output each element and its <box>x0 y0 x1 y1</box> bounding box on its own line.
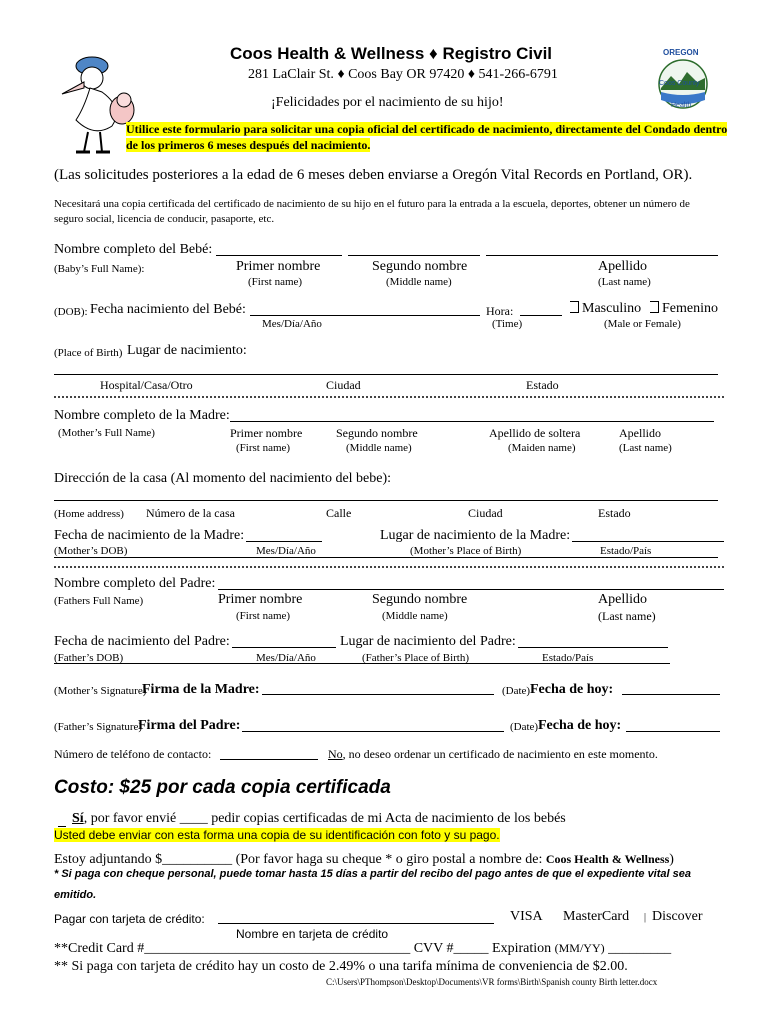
dob-hint: Mes/Día/Año <box>262 318 322 330</box>
mother-name-en: (Mother’s Full Name) <box>58 427 155 439</box>
attach-line: Estoy adjuntando $__________ (Por favor haga su cheque * o giro postal a nombre de: Coos Health & Wellness) <box>54 852 674 867</box>
father-dob-en: (Father’s DOB) <box>54 652 124 664</box>
diamond-icon: ♦ <box>429 44 438 63</box>
home-address-en: (Home address) <box>54 508 124 520</box>
mother-signature-field[interactable] <box>262 694 494 695</box>
date-label: Fecha de hoy: <box>530 682 614 697</box>
street: 281 LaClair St. <box>248 67 334 82</box>
sex-en: (Male or Female) <box>604 318 681 330</box>
file-path: C:\Users\PThompson\Desktop\Documents\VR forms\Birth\Spanish county Birth letter.docx <box>326 977 658 987</box>
credit-card-text: **Credit Card #______________________________________ CVV #_____ Expiration <box>54 941 552 956</box>
logo-mid-text: Coos County <box>659 80 700 87</box>
mother-dob-label: Fecha de nacimiento de la Madre: <box>54 528 245 543</box>
mother-first-label: Primer nombre <box>230 426 303 440</box>
si-checkbox-line[interactable] <box>58 826 66 827</box>
fee-note: ** Si paga con tarjeta de crédito hay un costo de 2.49% o una tarifa mínima de conveniencia de $2.00. <box>54 959 628 974</box>
baby-last-label: Apellido <box>598 259 647 274</box>
diamond-icon: ♦ <box>337 67 345 82</box>
female-label: Femenino <box>662 301 718 316</box>
mother-signature-en: (Mother’s Signature) <box>54 685 147 697</box>
mother-pob-en: (Mother’s Place of Birth) <box>410 545 522 557</box>
baby-last-en: (Last name) <box>598 276 651 288</box>
section-divider-2 <box>54 566 724 568</box>
notice-line-2 <box>126 138 370 153</box>
county-logo <box>651 50 715 114</box>
father-date-field[interactable] <box>626 731 720 732</box>
estado-hint: Estado <box>526 378 559 392</box>
father-pob-hint: Estado/País <box>542 652 594 664</box>
baby-first-name-field[interactable] <box>216 255 342 256</box>
logo-top-text: OREGON <box>663 48 699 57</box>
credit-card-line[interactable] <box>54 941 671 957</box>
pob-en: (Place of Birth) <box>54 347 123 359</box>
father-last-label: Apellido <box>598 592 647 607</box>
father-signature-label: Firma del Padre: <box>138 718 241 733</box>
attach-text: Estoy adjuntando $__________ (Por favor haga su cheque * o giro postal a nombre de: <box>54 852 543 867</box>
notice-text-2: de los primeros 6 meses después del nacimiento. <box>126 138 371 152</box>
female-option[interactable] <box>650 301 718 317</box>
mother-dob-en: (Mother’s DOB) <box>54 545 128 557</box>
title-right: Registro Civil <box>442 44 553 63</box>
baby-name-label: Nombre completo del Bebé: <box>54 242 213 257</box>
si-order-option[interactable] <box>72 811 566 827</box>
payee: Coos Health & Wellness <box>545 852 670 866</box>
diamond-icon: ♦ <box>467 67 476 82</box>
no-option-label: No <box>328 747 343 761</box>
father-middle-en: (Middle name) <box>382 610 448 622</box>
home-address-label: Dirección de la casa (Al momento del nacimiento del bebe): <box>54 471 392 486</box>
father-pob-label: Lugar de nacimiento del Padre: <box>340 634 516 649</box>
male-option[interactable] <box>570 301 641 317</box>
father-dob-field[interactable] <box>232 647 336 648</box>
mmyy-hint: (MM/YY) <box>554 941 605 955</box>
si-label: Sí <box>72 811 84 826</box>
male-checkbox[interactable] <box>570 301 579 313</box>
contact-phone-label: Número de teléfono de contacto: <box>54 747 212 761</box>
hospital-hint: Hospital/Casa/Otro <box>100 378 193 392</box>
mother-name-label: Nombre completo de la Madre: <box>54 408 230 423</box>
male-label: Masculino <box>582 301 642 316</box>
check-note-1: * Si paga con cheque personal, puede tomar hasta 15 días a partir del recibo del pago antes de que el expediente vital sea <box>54 868 691 880</box>
notice-text-1: Utilice este formulario para solicitar una copia oficial del certificado de nacimiento, directamente del Condado dentro <box>126 122 728 136</box>
address-line <box>248 67 558 83</box>
mother-middle-label: Segundo nombre <box>336 426 418 440</box>
calle-hint: Calle <box>326 506 352 520</box>
mother-dob-field[interactable] <box>246 541 322 542</box>
baby-middle-label: Segundo nombre <box>372 259 468 274</box>
father-name-en: (Fathers Full Name) <box>54 595 144 607</box>
mother-pob-label: Lugar de nacimiento de la Madre: <box>380 528 571 543</box>
city: Coos Bay OR 97420 <box>348 67 465 82</box>
logo-bottom-text: Health <box>671 102 692 109</box>
mother-name-field[interactable] <box>230 421 714 422</box>
ciudad-hint-2: Ciudad <box>468 506 503 520</box>
mother-pob-hint: Estado/País <box>600 545 652 557</box>
pob-label: Lugar de nacimiento: <box>127 343 247 358</box>
notice-line-1 <box>126 122 727 137</box>
hora-label: Hora: <box>486 304 514 318</box>
father-first-label: Primer nombre <box>218 592 303 607</box>
card-name-field[interactable] <box>218 923 494 924</box>
mother-maiden-label: Apellido de soltera <box>489 426 581 440</box>
phone: 541-266-6791 <box>478 67 558 82</box>
mother-first-en: (First name) <box>236 442 291 454</box>
date-label-2: Fecha de hoy: <box>538 718 622 733</box>
female-checkbox[interactable] <box>650 301 659 313</box>
discover-label: Discover <box>652 909 703 924</box>
baby-middle-en: (Middle name) <box>386 276 452 288</box>
card-name-hint: Nombre en tarjeta de crédito <box>236 927 389 941</box>
father-middle-label: Segundo nombre <box>372 592 468 607</box>
baby-name-en: (Baby’s Full Name): <box>54 263 145 275</box>
father-pob-en: (Father’s Place of Birth) <box>362 652 470 664</box>
father-first-en: (First name) <box>236 610 291 622</box>
date-en-2: (Date) <box>510 721 539 733</box>
time-field[interactable] <box>520 315 562 316</box>
father-signature-field[interactable] <box>242 731 504 732</box>
contact-phone-field[interactable] <box>220 759 318 760</box>
father-dob-label: Fecha de nacimiento del Padre: <box>54 634 230 649</box>
father-signature-en: (Father’s Signature) <box>54 721 143 733</box>
mother-pob-field[interactable] <box>572 541 724 542</box>
no-option-text: , no deseo ordenar un certificado de nacimiento en este momento. <box>342 747 658 761</box>
home-address-field[interactable] <box>54 500 718 501</box>
mother-dob-hint: Mes/Día/Año <box>256 545 316 557</box>
congrats-text: ¡Felicidades por el nacimiento de su hijo! <box>271 95 504 110</box>
time-en: (Time) <box>492 318 523 330</box>
baby-middle-name-field[interactable] <box>348 255 480 256</box>
estado-hint-2: Estado <box>598 506 631 520</box>
numero-hint: Número de la casa <box>146 506 235 520</box>
date-en: (Date) <box>502 685 531 697</box>
page-title <box>230 44 552 64</box>
baby-first-en: (First name) <box>248 276 303 288</box>
father-dob-hint: Mes/Día/Año <box>256 652 316 664</box>
father-last-en: (Last name) <box>598 609 656 623</box>
mother-last-label: Apellido <box>619 426 661 440</box>
id-note-text: Usted debe enviar con esta forma una copia de su identificación con foto y su pago. <box>54 828 500 842</box>
ciudad-hint: Ciudad <box>326 378 361 392</box>
title-left: Coos Health & Wellness <box>230 44 425 63</box>
no-order-option[interactable] <box>328 747 658 762</box>
mother-middle-en: (Middle name) <box>346 442 412 454</box>
mother-date-field[interactable] <box>622 694 720 695</box>
expiration-field[interactable]: _________ <box>608 941 672 956</box>
check-note-2: emitido. <box>54 889 97 901</box>
need-copy-note-2: seguro social, licencia de conducir, pasaporte, etc. <box>54 213 275 225</box>
baby-dob-label: Fecha nacimiento del Bebé: <box>90 302 246 317</box>
place-of-birth-field[interactable] <box>54 374 718 375</box>
baby-first-label: Primer nombre <box>236 259 321 274</box>
mother-last-en: (Last name) <box>619 442 672 454</box>
visa-option[interactable]: VISA <box>510 909 543 924</box>
baby-dob-field[interactable] <box>250 315 480 316</box>
later-requests-note: (Las solicitudes posteriores a la edad de 6 meses deben enviarse a Oregón Vital Records en Portland, OR). <box>54 167 693 183</box>
father-pob-field[interactable] <box>518 647 668 648</box>
mother-maiden-en: (Maiden name) <box>508 442 576 454</box>
mastercard-option[interactable]: MasterCard <box>563 909 630 924</box>
mother-dob-underline <box>54 557 718 558</box>
mother-signature-label: Firma de la Madre: <box>142 682 260 697</box>
dob-en: (DOB): <box>54 306 88 318</box>
father-name-field[interactable] <box>218 589 724 590</box>
need-copy-note-1: Necesitará una copia certificada del certificado de nacimiento de su hijo en el futuro para la entrada a la escuela, deportes, obtener un número de <box>54 198 690 210</box>
si-text: , por favor envié ____ pedir copias certificadas de mi Acta de nacimiento de los bebés <box>83 811 566 826</box>
baby-last-name-field[interactable] <box>486 255 718 256</box>
father-name-label: Nombre completo del Padre: <box>54 576 216 591</box>
id-note <box>54 828 500 842</box>
card-label: Pagar con tarjeta de crédito: <box>54 912 205 926</box>
cost-heading: Costo: $25 por cada copia certificada <box>54 777 391 798</box>
section-divider <box>54 396 724 398</box>
discover-option[interactable]: | Discover <box>644 909 703 924</box>
